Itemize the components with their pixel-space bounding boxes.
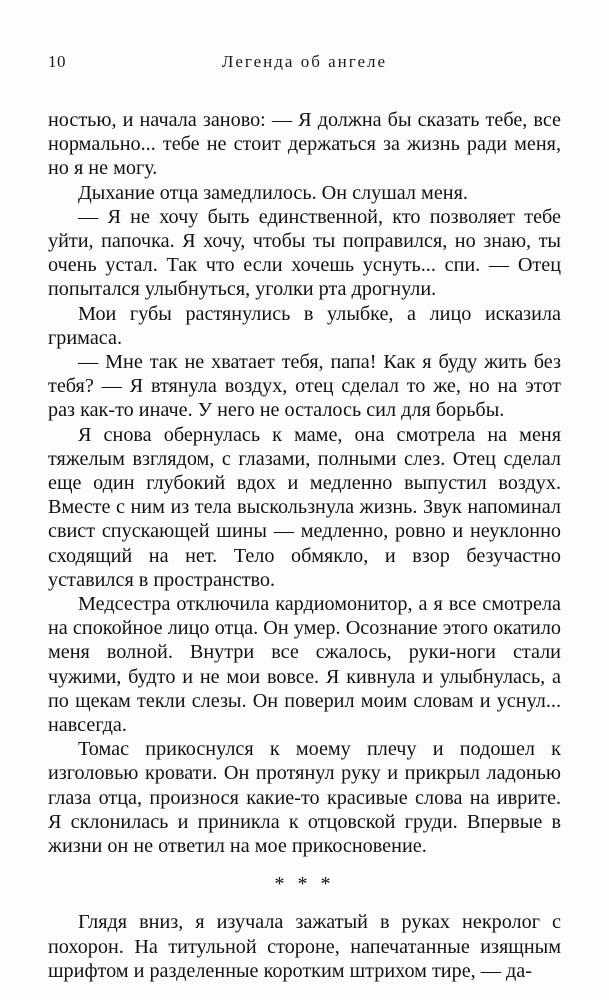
paragraph: — Я не хочу быть единственной, кто позволяет тебе уйти, папочка. Я хочу, чтобы ты поправился, но знаю, ты очень устал. Так что если хочешь уснуть... спи. — Отец попытался улыбнуться, уголки рта дрогнули. bbox=[48, 205, 561, 301]
paragraph: Мои губы растянулись в улыбке, а лицо исказила гримаса. bbox=[48, 302, 561, 349]
paragraph: Дыхание отца замедлилось. Он слушал меня. bbox=[78, 181, 468, 204]
running-head-title: Легенда об ангеле bbox=[221, 52, 388, 71]
paragraph: Томас прикоснулся к моему плечу и подошел к изголовью кровати. Он протянул руку и прикрыл ладонью глаза отца, произнося какие-то красивые слова на иврите. Я склонилась и приникла к отцовской груди. Впервые в жизни он не ответил на мое прикосновение. bbox=[48, 738, 561, 858]
body-text bbox=[48, 108, 561, 983]
section-break: * * * bbox=[274, 873, 335, 896]
paragraph: — Мне так не хватает тебя, папа! Как я буду жить без тебя? — Я втянула воздух, отец сделал то же, но на этот раз как-то иначе. У него не осталось сил для борьбы. bbox=[48, 351, 561, 422]
paragraph: Глядя вниз, я изучала зажатый в руках некролог с похорон. На титульной стороне, напечатанные изящным шрифтом и разделенные коротким штрихом тире, — да- bbox=[48, 911, 561, 982]
paragraph: Я снова обернулась к маме, она смотрела на меня тяжелым взглядом, с глазами, полными слез. Отец сделал еще один глубокий вдох и медленно выпустил воздух. Вместе с ним из тела выскользнула жизнь. Звук напоминал свист спускающей шины — медленно, ровно и неуклонно сходящий на нет. Тело обмякло, и взор безучастно уставился в пространство. bbox=[48, 423, 561, 591]
paragraph: ностью, и начала заново: — Я должна бы сказать тебе, все нормально... тебе не стоит держаться за жизнь ради меня, но я не могу. bbox=[48, 109, 561, 180]
running-head bbox=[48, 52, 561, 76]
page-number: 10 bbox=[48, 52, 66, 71]
paragraph: Медсестра отключила кардиомонитор, а я все смотрела на спокойное лицо отца. Он умер. Осознание этого окатило меня волной. Внутри все сжалось, руки-ноги стали чужими, будто и не мои вовсе. Я кивнула и улыбнулась, а по щекам текли слезы. Он поверил моим словам и уснул... навсегда. bbox=[48, 593, 561, 737]
